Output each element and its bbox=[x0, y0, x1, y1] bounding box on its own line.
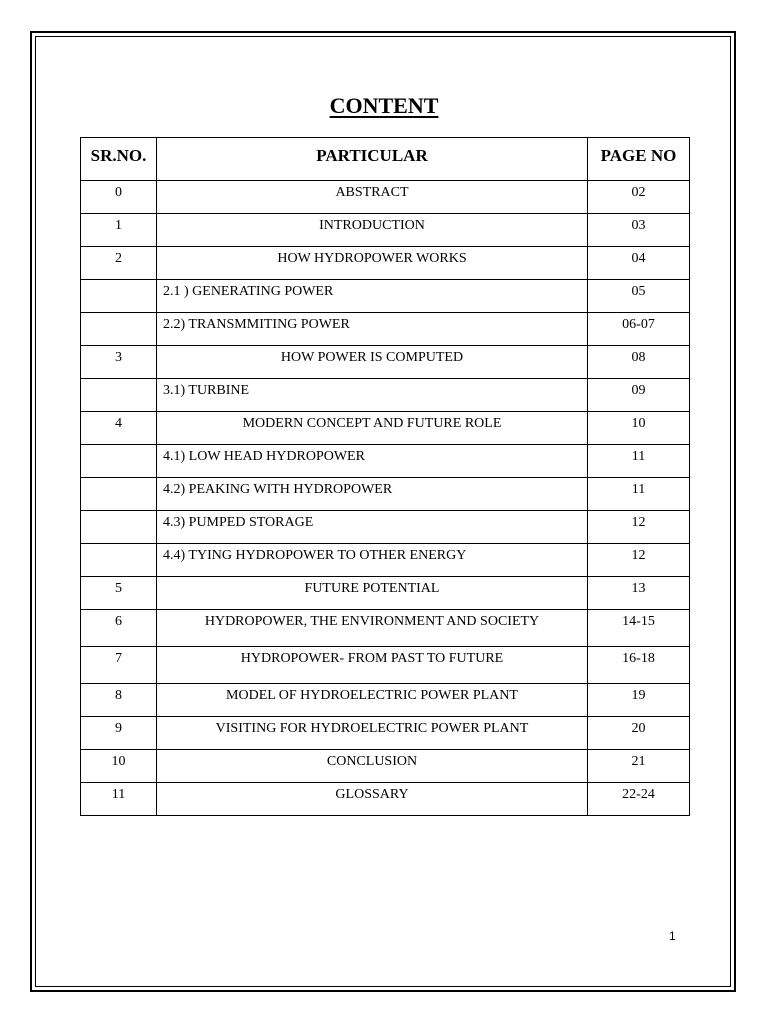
table-row bbox=[81, 750, 690, 783]
row-page-no: 19 bbox=[588, 684, 690, 717]
row-page-no: 02 bbox=[588, 181, 690, 214]
row-particular: 4.3) PUMPED STORAGE bbox=[157, 511, 588, 544]
row-particular: 4.2) PEAKING WITH HYDROPOWER bbox=[157, 478, 588, 511]
page-title: CONTENT bbox=[329, 93, 439, 118]
row-page-no: 22-24 bbox=[588, 783, 690, 816]
row-sr-no: 6 bbox=[81, 610, 157, 647]
row-sr-no: 5 bbox=[81, 577, 157, 610]
row-particular: 4.4) TYING HYDROPOWER TO OTHER ENERGY bbox=[157, 544, 588, 577]
table-row bbox=[81, 280, 690, 313]
row-page-no: 10 bbox=[588, 412, 690, 445]
table-row bbox=[81, 181, 690, 214]
row-particular: HYDROPOWER- FROM PAST TO FUTURE bbox=[157, 647, 588, 684]
row-particular: HYDROPOWER, THE ENVIRONMENT AND SOCIETY bbox=[157, 610, 588, 647]
header-page-no: PAGE NO bbox=[588, 138, 690, 181]
table-row bbox=[81, 610, 690, 647]
row-page-no: 06-07 bbox=[588, 313, 690, 346]
row-particular: INTRODUCTION bbox=[157, 214, 588, 247]
table-row bbox=[81, 684, 690, 717]
row-page-no: 21 bbox=[588, 750, 690, 783]
row-page-no: 16-18 bbox=[588, 647, 690, 684]
row-page-no: 20 bbox=[588, 717, 690, 750]
row-sr-no: 4 bbox=[81, 412, 157, 445]
row-particular: 2.2) TRANSMMITING POWER bbox=[157, 313, 588, 346]
row-page-no: 08 bbox=[588, 346, 690, 379]
table-row bbox=[81, 478, 690, 511]
row-sr-no bbox=[81, 280, 157, 313]
row-sr-no bbox=[81, 544, 157, 577]
row-page-no: 13 bbox=[588, 577, 690, 610]
header-particular: PARTICULAR bbox=[157, 138, 588, 181]
row-sr-no bbox=[81, 478, 157, 511]
row-sr-no bbox=[81, 313, 157, 346]
row-sr-no: 9 bbox=[81, 717, 157, 750]
contents-table bbox=[80, 137, 690, 816]
table-row bbox=[81, 214, 690, 247]
row-particular: HOW POWER IS COMPUTED bbox=[157, 346, 588, 379]
row-sr-no bbox=[81, 379, 157, 412]
table-row bbox=[81, 379, 690, 412]
row-particular: GLOSSARY bbox=[157, 783, 588, 816]
row-page-no: 11 bbox=[588, 478, 690, 511]
table-header-row bbox=[81, 138, 690, 181]
row-sr-no: 10 bbox=[81, 750, 157, 783]
row-page-no: 09 bbox=[588, 379, 690, 412]
row-particular: 2.1 ) GENERATING POWER bbox=[157, 280, 588, 313]
row-particular: ABSTRACT bbox=[157, 181, 588, 214]
row-particular: MODEL OF HYDROELECTRIC POWER PLANT bbox=[157, 684, 588, 717]
row-sr-no: 7 bbox=[81, 647, 157, 684]
row-page-no: 11 bbox=[588, 445, 690, 478]
row-page-no: 05 bbox=[588, 280, 690, 313]
contents-table-body bbox=[81, 181, 690, 816]
row-sr-no bbox=[81, 445, 157, 478]
row-sr-no: 8 bbox=[81, 684, 157, 717]
page-number: 1 bbox=[669, 929, 676, 943]
table-row bbox=[81, 511, 690, 544]
row-particular: 3.1) TURBINE bbox=[157, 379, 588, 412]
row-page-no: 12 bbox=[588, 511, 690, 544]
table-row bbox=[81, 412, 690, 445]
row-page-no: 14-15 bbox=[588, 610, 690, 647]
table-row bbox=[81, 647, 690, 684]
table-row bbox=[81, 783, 690, 816]
row-sr-no: 2 bbox=[81, 247, 157, 280]
row-sr-no bbox=[81, 511, 157, 544]
row-particular: 4.1) LOW HEAD HYDROPOWER bbox=[157, 445, 588, 478]
table-row bbox=[81, 717, 690, 750]
row-sr-no: 3 bbox=[81, 346, 157, 379]
table-row bbox=[81, 346, 690, 379]
row-particular: HOW HYDROPOWER WORKS bbox=[157, 247, 588, 280]
row-page-no: 03 bbox=[588, 214, 690, 247]
table-row bbox=[81, 445, 690, 478]
header-sr-no: SR.NO. bbox=[81, 138, 157, 181]
row-sr-no: 1 bbox=[81, 214, 157, 247]
row-particular: VISITING FOR HYDROELECTRIC POWER PLANT bbox=[157, 717, 588, 750]
table-row bbox=[81, 247, 690, 280]
row-page-no: 04 bbox=[588, 247, 690, 280]
row-page-no: 12 bbox=[588, 544, 690, 577]
row-sr-no: 11 bbox=[81, 783, 157, 816]
table-row bbox=[81, 544, 690, 577]
row-sr-no: 0 bbox=[81, 181, 157, 214]
row-particular: MODERN CONCEPT AND FUTURE ROLE bbox=[157, 412, 588, 445]
table-row bbox=[81, 313, 690, 346]
row-particular: FUTURE POTENTIAL bbox=[157, 577, 588, 610]
table-row bbox=[81, 577, 690, 610]
row-particular: CONCLUSION bbox=[157, 750, 588, 783]
